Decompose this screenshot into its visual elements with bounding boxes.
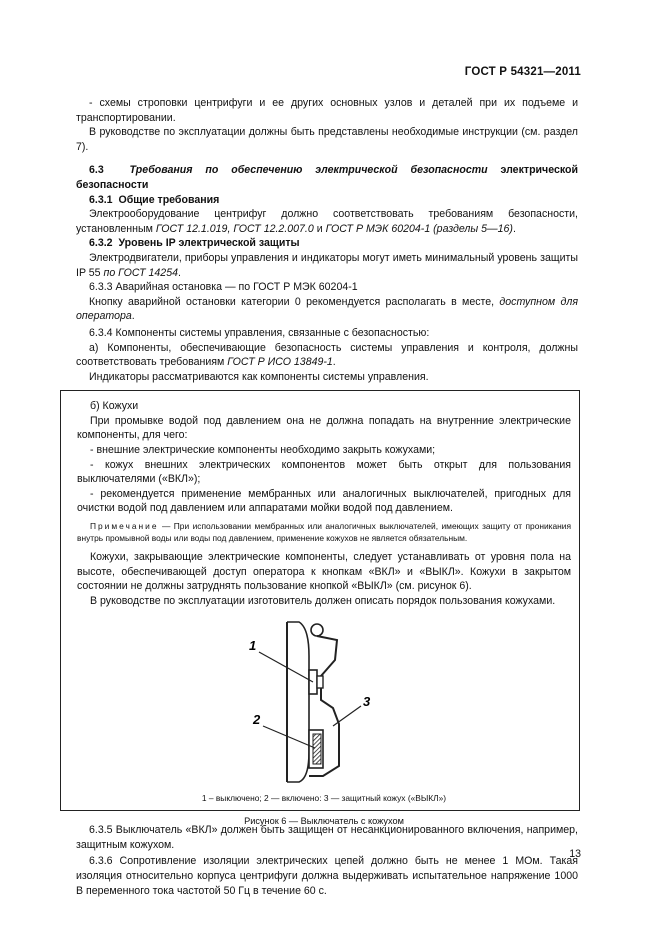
label-2: 2 (253, 712, 261, 728)
document-code: ГОСТ Р 54321—2011 (464, 66, 581, 78)
paragraph: 6.3.5 Выключатель «ВКЛ» должен быть защищен от несанкционированного включения, например, защитным кожухом. (76, 824, 578, 851)
list-item: - кожух внешних электрических компонентов может быть открыт для пользования выключателями («ВКЛ»); (77, 458, 571, 486)
page-number: 13 (569, 848, 581, 860)
leader-line-2 (263, 726, 315, 748)
section-heading: 6.3 Требования по обеспечению электрической безопасности электрической безопасности (76, 164, 578, 191)
hinge (311, 624, 323, 636)
list-item: - рекомендуется применение мембранных или аналогичных выключателей, пригодных для очистки водой под давлением или аппаратами мойки водой под давлением. (77, 487, 571, 515)
paragraph: В руководстве по эксплуатации изготовитель должен описать порядок пользования кожухами. (90, 594, 556, 607)
note: Примечание — При использовании мембранных или аналогичных выключателей, имеющих защиту от проникания внутрь промывной воды или воды под давлением, применение кожухов не является обязательным. (77, 521, 571, 544)
label-3: 3 (363, 694, 371, 710)
page-content (76, 96, 578, 898)
paragraph: При промывке водой под давлением она не должна попадать на внутренние электрические компоненты, для чего: (77, 414, 571, 442)
list-item: - внешние электрические компоненты необходимо закрыть кожухами; (90, 444, 436, 457)
subsection-heading: 6.3.2 Уровень IP электрической защиты (89, 237, 300, 250)
framed-block (60, 390, 580, 826)
panel-body (287, 622, 309, 782)
paragraph: - схемы строповки центрифуги и ее других основных узлов и деталей при их подъеме и транспортировании. (76, 97, 578, 124)
subsection-heading: 6.3.1 Общие требования (89, 193, 220, 206)
figure-legend: 1 – выключено; 2 — включено: 3 — защитный кожух («ВЫКЛ») (201, 793, 447, 804)
paragraph: Кожухи, закрывающие электрические компоненты, следует устанавливать от уровня пола на высоте, обеспечивающей доступ оператора к кнопкам «ВКЛ» и «ВЫКЛ». Кожухи в закрытом состоянии не должны затруднять пользование кнопкой «ВЫКЛ» (см. рисунок 6). (77, 551, 571, 593)
label-1: 1 (249, 638, 257, 654)
paragraph: 6.3.4 Компоненты системы управления, связанные с безопасностью: (89, 326, 430, 339)
leader-line-3 (333, 706, 361, 726)
list-item: а) Компоненты, обеспечивающие безопасность системы управления и контроля, должны соответствовать требованиям ГОСТ Р ИСО 13849-1. (76, 341, 578, 369)
switch-diagram (77, 616, 573, 788)
paragraph: б) Кожухи (90, 400, 139, 413)
figure-title: Рисунок 6 — Выключатель с кожухом (244, 816, 404, 826)
paragraph: Индикаторы рассматриваются как компоненты системы управления. (89, 370, 429, 383)
switch-off-cap (317, 676, 323, 688)
switch-on-button (313, 734, 321, 764)
paragraph: Электрооборудование центрифуг должно соответствовать требованиям безопасности, установленным ГОСТ 12.1.019, ГОСТ 12.2.007.0 и ГОСТ Р МЭК 60204-1 (разделы 5—16). (76, 208, 578, 235)
paragraph: 6.3.6 Сопротивление изоляции электрических цепей должно быть не менее 1 МОм. Такая изоляция относительно корпуса центрифуги должна выдерживать испытательное напряжение 1000 В переменного тока частотой 50 Гц в течение 60 с. (76, 855, 578, 897)
paragraph: В руководстве по эксплуатации должны быть представлены необходимые инструкции (см. раздел 7). (76, 126, 578, 153)
paragraph: Кнопку аварийной остановки категории 0 рекомендуется располагать в месте, доступном для оператора. (76, 295, 578, 323)
figure-switch-with-cover (77, 616, 573, 788)
paragraph: 6.3.3 Аварийная остановка — по ГОСТ Р МЭК 60204-1 (89, 281, 358, 294)
paragraph: Электродвигатели, приборы управления и индикаторы могут иметь минимальный уровень защиты IP 55 по ГОСТ 14254. (76, 251, 578, 279)
